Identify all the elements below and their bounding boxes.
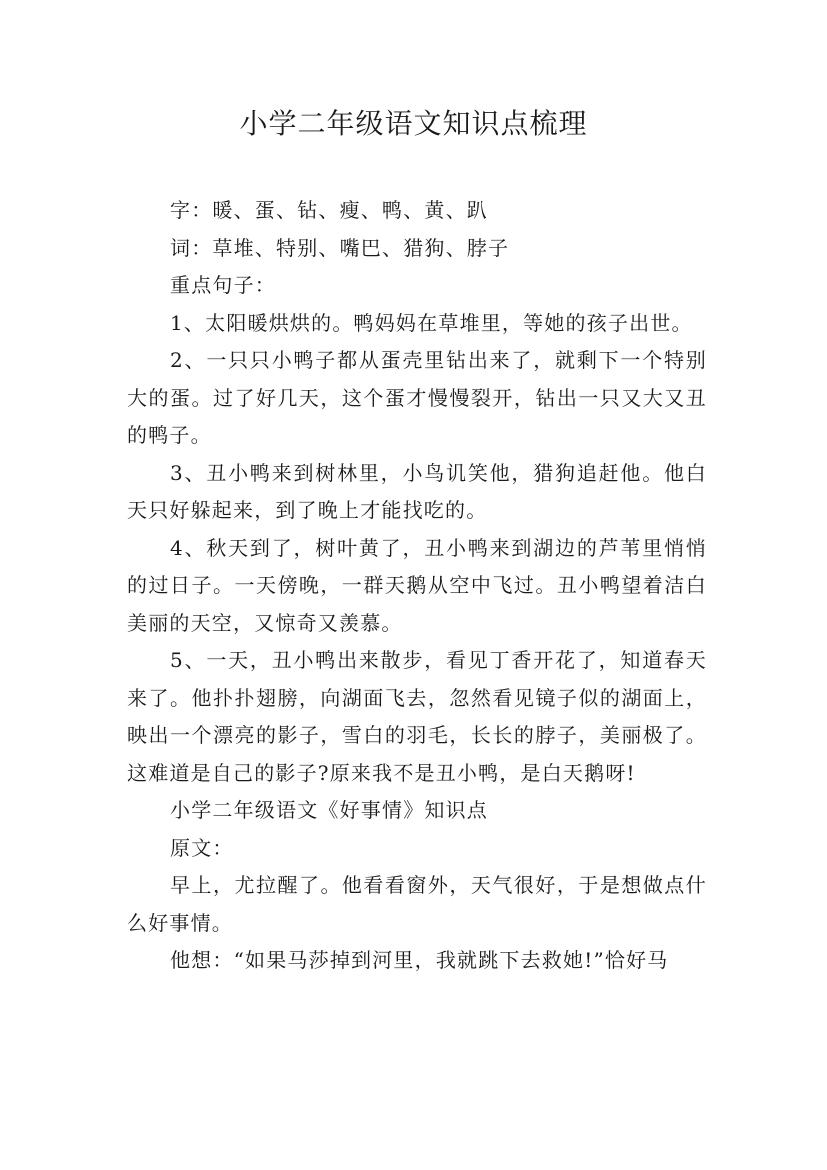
paragraph-sentence-3: 3、丑小鸭来到树林里，小鸟讥笑他，猎狗追赶他。他白天只好躲起来，到了晚上才能找吃的。 xyxy=(127,460,707,522)
document-body xyxy=(127,192,707,980)
paragraph-original-text-label: 原文： xyxy=(170,835,234,860)
document-title: 小学二年级语文知识点梳理 xyxy=(239,107,588,140)
paragraph-sentence-1: 1、太阳暖烘烘的。鸭妈妈在草堆里，等她的孩子出世。 xyxy=(170,310,693,335)
paragraph-characters: 字：暖、蛋、钻、瘦、鸭、黄、趴 xyxy=(170,198,488,222)
paragraph-sentence-2: 2、一只只小鸭子都从蛋壳里钻出来了，就剩下一个特别大的蛋。过了好几天，这个蛋才慢慢裂开，钻出一只又大又丑的鸭子。 xyxy=(127,348,707,447)
paragraph-sentence-5: 5、一天，丑小鸭出来散步，看见丁香开花了，知道春天来了。他扑扑翅膀，向湖面飞去，忽然看见镜子似的湖面上，映出一个漂亮的影子，雪白的羽毛，长长的脖子，美丽极了。这难道是自己的影子?原来我不是丑小鸭，是白天鹅呀! xyxy=(127,648,707,785)
paragraph-story-2: 他想：“如果马莎掉到河里，我就跳下去救她!”恰好马 xyxy=(170,948,669,972)
paragraph-sentence-4: 4、秋天到了，树叶黄了，丑小鸭来到湖边的芦苇里悄悄的过日子。一天傍晚，一群天鹅从空中飞过。丑小鸭望着洁白美丽的天空，又惊奇又羡慕。 xyxy=(127,535,707,635)
paragraph-words: 词：草堆、特别、嘴巴、猎狗、脖子 xyxy=(170,235,510,260)
paragraph-story-1: 早上，尤拉醒了。他看看窗外，天气很好，于是想做点什么好事情。 xyxy=(127,873,707,935)
paragraph-section-heading: 小学二年级语文《好事情》知识点 xyxy=(170,798,488,822)
paragraph-key-sentences-heading: 重点句子： xyxy=(170,273,276,297)
